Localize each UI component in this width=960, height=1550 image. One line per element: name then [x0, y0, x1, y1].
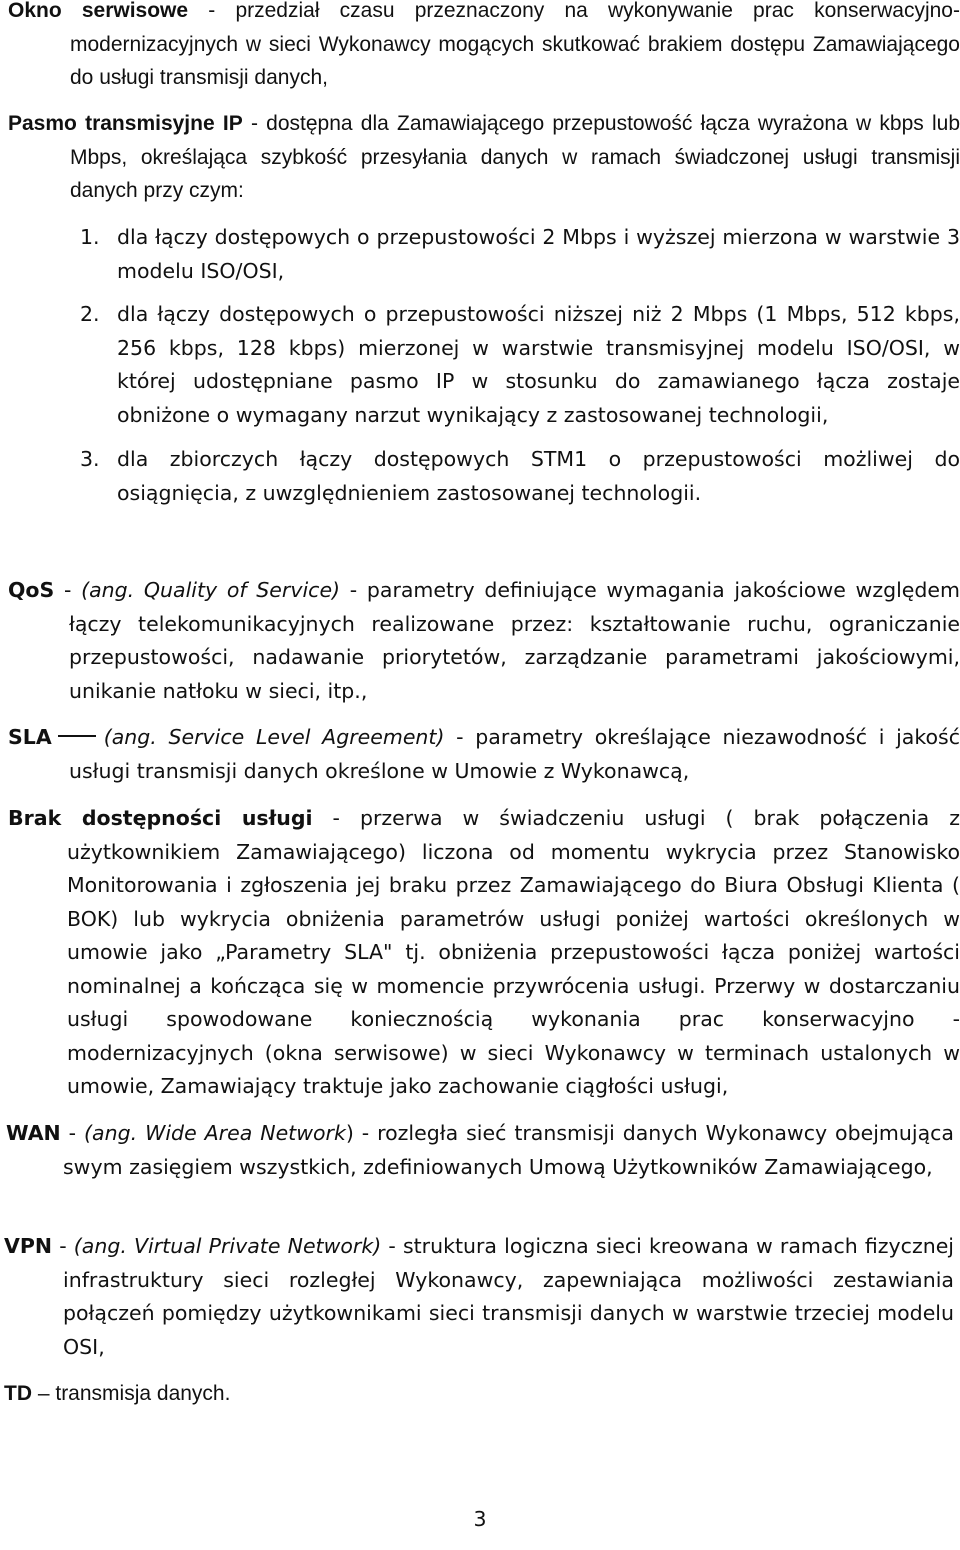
definition-sla	[8, 721, 960, 788]
term-label: VPN	[4, 1234, 53, 1258]
list-item-text: dla łączy dostępowych o przepustowości niższej niż 2 Mbps (1 Mbps, 512 kbps, 256 kbps, 128 kbps) mierzonej w warstwie transmisyjnej modelu ISO/OSI, w której udostępniane pasmo IP w stosunku do zamawianego łącza zostaje obniżone o wymagany narzut wynikający z zastosowanej technologii,	[117, 302, 960, 427]
definition-brak-dostepnosci	[8, 802, 960, 1104]
list-item-number: 1.	[80, 225, 100, 249]
definition-text: - struktura logiczna sieci kreowana w ramach fizycznej infrastruktury sieci rozległej Wykonawcy, zapewniająca możliwości zestawiania połączeń pomiędzy użytkownikami sieci transmisji danych w warstwie trzeciej modelu OSI,	[63, 1234, 955, 1359]
term-label: Pasmo transmisyjne IP	[8, 112, 243, 135]
list-item	[80, 443, 960, 510]
list-item	[80, 298, 960, 432]
term-separator: -	[312, 806, 360, 830]
page-number: 3	[473, 1507, 487, 1531]
term-separator: -	[188, 0, 236, 22]
term-label: TD	[4, 1382, 32, 1405]
term-separator: -	[60, 1121, 85, 1145]
term-label: Brak dostępności usługi	[8, 806, 313, 830]
english-term: (ang. Service Level Agreement)	[103, 725, 445, 749]
pasmo-item-list	[80, 221, 960, 522]
list-item	[80, 221, 960, 288]
definition-text: przerwa w świadczeniu usługi ( brak połączenia z użytkownikiem Zamawiającego) liczona od momentu wykrycia przez Stanowisko Monitorowania i zgłoszenia jej braku przez Zamawiającego do Biura Obsługi Klienta ( BOK) lub wykrycia obniżenia parametrów usługi poniżej wartości określonych w umowie jako „Parametry SLA" tj. obniżenia przepustowości łącza poniżej wartości nominalnej a kończąca się w momencie przywrócenia usługi. Przerwy w dostarczaniu usługi spowodowane koniecznością wykonania prac konserwacyjno - modernizacyjnych (okna serwisowe) w sieci Wykonawcy w terminach ustalonych w umowie, Zamawiający traktuje jako zachowanie ciągłości usługi,	[67, 806, 960, 1098]
definition-td	[4, 1377, 954, 1411]
term-separator: -	[54, 578, 82, 602]
definition-text: ) - rozległa sieć transmisji danych Wykonawcy obejmująca swym zasięgiem wszystkich, zdefiniowanych Umową Użytkowników Zamawiającego,	[63, 1121, 954, 1179]
list-item-text: dla łączy dostępowych o przepustowości 2 Mbps i wyższej mierzona w warstwie 3 modelu ISO/OSI,	[117, 225, 960, 283]
term-separator: –	[32, 1382, 56, 1405]
definition-text: - parametry definiujące wymagania jakościowe względem łączy telekomunikacyjnych realizowane przez: kształtowanie ruchu, ograniczanie przepustowości, nadawanie priorytetów, zarządzanie parametrami jakościowymi, unikanie natłoku w sieci, itp.,	[69, 578, 960, 703]
english-term: (ang. Wide Area Network	[84, 1121, 346, 1145]
english-term: (ang. Quality of Service)	[81, 578, 341, 602]
definition-vpn	[4, 1230, 954, 1364]
definition-text: transmisja danych.	[55, 1382, 231, 1405]
term-label: QoS	[8, 578, 55, 602]
list-item-number: 3.	[80, 447, 100, 471]
term-label: Okno serwisowe	[8, 0, 189, 22]
list-item-number: 2.	[80, 302, 100, 326]
definition-text: przedział czasu przeznaczony na wykonywanie prac konserwacyjno-modernizacyjnych w sieci Wykonawcy mogących skutkować brakiem dostępu Zamawiającego do usługi transmisji danych,	[70, 0, 960, 89]
definition-text: dostępna dla Zamawiającego przepustowość łącza wyrażona w kbps lub Mbps, określająca szybkość przesyłania danych w ramach świadczonej usługi transmisji danych przy czym:	[70, 112, 960, 202]
definition-text: - parametry określające niezawodność i jakość usługi transmisji danych określone w Umowie z Wykonawcą,	[69, 725, 960, 783]
term-separator: -	[242, 112, 267, 135]
term-label: WAN	[6, 1121, 61, 1145]
definition-qos	[8, 574, 960, 708]
list-item-text: dla zbiorczych łączy dostępowych STM1 o przepustowości możliwej do osiągnięcia, z uwzględnieniem zastosowanej technologii.	[117, 447, 960, 505]
definition-wan	[6, 1117, 954, 1184]
definition-pasmo-transmisyjne	[8, 107, 960, 208]
term-separator: -	[52, 1234, 74, 1258]
definition-okno-serwisowe	[8, 0, 960, 95]
english-term: (ang. Virtual Private Network)	[73, 1234, 382, 1258]
term-label: SLA	[8, 725, 52, 749]
long-dash	[58, 735, 96, 737]
